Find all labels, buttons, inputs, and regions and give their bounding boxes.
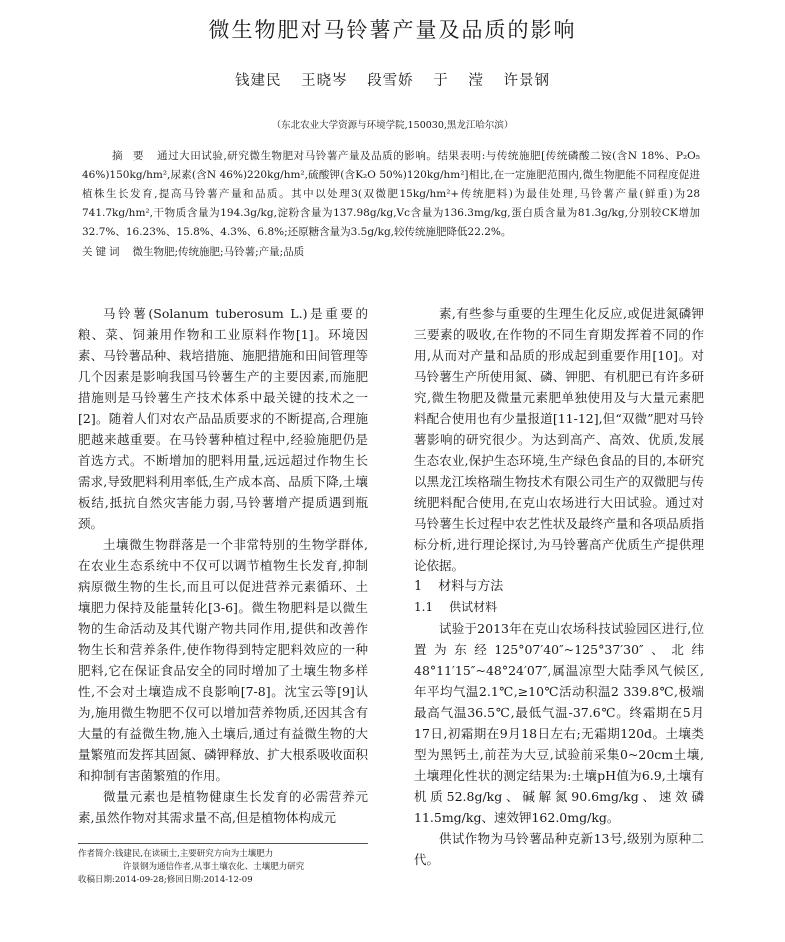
abstract-block bbox=[82, 147, 700, 262]
abstract-label: 摘 要 bbox=[112, 150, 148, 162]
section-title: 材料与方法 bbox=[438, 579, 504, 594]
paragraph: 试验于2013年在克山农场科技试验园区进行,位置为东经125°07′40″~125°37′30″、北纬48°11′15″~48°24′07″,属温凉型大陆季风气候区,年平均气温2.1℃,≥10℃活动积温2 339.8℃,极端最高气温36.5℃,最低气温-37.6℃。终霜期在5月17日,初霜期在9月18日左右;无霜期120d。土壤类型为黑钙土,前茬为大豆,试验前采集0~20cm土壤,土壤理化性状的测定结果为:土壤pH值为6.9,土壤有机质52.8g/kg、碱解氮90.6mg/kg、速效磷11.5mg/kg、速效钾162.0mg/kg。 bbox=[414, 621, 704, 825]
author: 王晓岑 bbox=[301, 73, 348, 89]
abstract-text: 通过大田试验,研究微生物肥对马铃薯产量及品质的影响。结果表明:与传统施肥[传统磷酸二铵(含N 18%、P₂O₅ 46%)150kg/hm²,尿素(含N 46%)220kg/hm²,硫酸钾(含K₂O 50%)120kg/hm²]相比,在一定施肥范围内,微生物肥能不同程度促进植株生长发育,提高马铃薯产量和品质。其中以处理3(双微肥15kg/hm²+传统肥料)为最佳处理,马铃薯产量(鲜重)为28 741.7kg/hm²,干物质含量为194.3g/kg,淀粉含量为137.98g/kg,Vc含量为136.3mg/kg,蛋白质含量为81.3g/kg,分别较CK增加32.7%、16.23%、15.8%、4.3%、6.8%;还原糖含量为3.5g/kg,较传统施肥降低22.2%。 bbox=[82, 150, 700, 238]
subsection-heading bbox=[414, 597, 704, 618]
abstract-body bbox=[82, 147, 700, 242]
footnote-corresponding: 许景钢为通信作者,从事土壤农化、土壤肥力研究 bbox=[123, 862, 305, 872]
author: 段雪娇 bbox=[367, 73, 414, 89]
paragraph: 素,有些参与重要的生理生化反应,或促进氮磷钾三要素的吸收,在作物的不同生育期发挥着不同的作用,从而对产量和品质的形成起到重要作用[10]。对马铃薯生产所使用氮、磷、钾肥、有机肥已有许多研究,微生物肥及微量元素肥单独使用及与大量元素肥料配合使用也有少量报道[11-12],但“双微”肥对马铃薯影响的研究很少。为达到高产、高效、优质,发展生态农业,保护生态环境,生产绿色食品的目的,本研究以黑龙江埃格瑞生物技术有限公司生产的双微肥与传统肥料配合使用,在克山农场进行大田试验。通过对马铃薯生长过程中农艺性状及最终产量和各项品质指标分析,进行理论探讨,为马铃薯高产优质生产提供理论依据。 bbox=[414, 306, 704, 573]
author: 许景钢 bbox=[503, 73, 551, 89]
keywords-line bbox=[82, 243, 700, 262]
paragraph: 微量元素也是植物健康生长发育的必需营养元素,虽然作物对其需求量不高,但是植物体构成元 bbox=[78, 789, 368, 825]
subsection-title: 供试材料 bbox=[449, 600, 498, 614]
affiliation: （东北农业大学资源与环境学院,150030,黑龙江哈尔滨） bbox=[271, 120, 514, 131]
keywords-label: 关键词 bbox=[82, 246, 123, 258]
paper-title: 微生物肥对马铃薯产量及品质的影响 bbox=[208, 18, 577, 42]
footnote-author-intro: 作者简介:钱建民,在读硕士,主要研究方向为土壤肥力 bbox=[78, 849, 274, 859]
right-column bbox=[414, 303, 704, 870]
paragraph: 供试作物为马铃薯品种克新13号,级别为原种二代。 bbox=[414, 831, 704, 867]
author-list bbox=[0, 69, 785, 90]
section-heading bbox=[414, 576, 704, 597]
author: 于 滢 bbox=[433, 73, 484, 89]
keywords-text: 微生物肥;传统施肥;马铃薯;产量;品质 bbox=[132, 246, 305, 258]
paragraph: 马铃薯(Solanum tuberosum L.)是重要的粮、菜、饲兼用作物和工业原料作物[1]。环境因素、马铃薯品种、栽培措施、施肥措施和田间管理等几个因素是影响我国马铃薯生产的主要因素,而施肥措施则是马铃薯生产技术体系中最关键的技术之一[2]。随着人们对农产品品质要求的不断提高,合理施肥越来越重要。在马铃薯种植过程中,经验施肥仍是首选方式。不断增加的肥料用量,远远超过作物生长需求,导致肥料利用率低,生产成本高、品质下降,土壤板结,抵抗自然灾害能力弱,马铃薯增产提质遇到瓶颈。 bbox=[78, 306, 368, 531]
author: 钱建民 bbox=[234, 73, 282, 89]
section-number: 1 bbox=[414, 579, 423, 594]
footnote-dates: 收稿日期:2014-09-28;修回日期:2014-12-09 bbox=[78, 875, 253, 885]
paragraph: 土壤微生物群落是一个非常特别的生物学群体,在农业生态系统中不仅可以调节植物生长发育,抑制病原微生物的生长,而且可以促进营养元素循环、土壤肥力保持及能量转化[3-6]。微生物肥料是以微生物的生命活动及其代谢产物共同作用,提供和改善作物生长和营养条件,使作物得到特定肥料效应的一种肥料,它在保证食品安全的同时增加了土壤生物多样性,不会对土壤造成不良影响[7-8]。沈宝云等[9]认为,施用微生物肥不仅可以增加营养物质,还因其含有大量的有益微生物,施入土壤后,通过有益微生物的大量繁殖而发挥其固氮、磷钾释放、扩大根系吸收面积和抑制有害菌繁殖的作用。 bbox=[78, 537, 368, 783]
left-column bbox=[78, 303, 368, 828]
footnote bbox=[78, 843, 368, 887]
subsection-number: 1.1 bbox=[414, 600, 434, 614]
